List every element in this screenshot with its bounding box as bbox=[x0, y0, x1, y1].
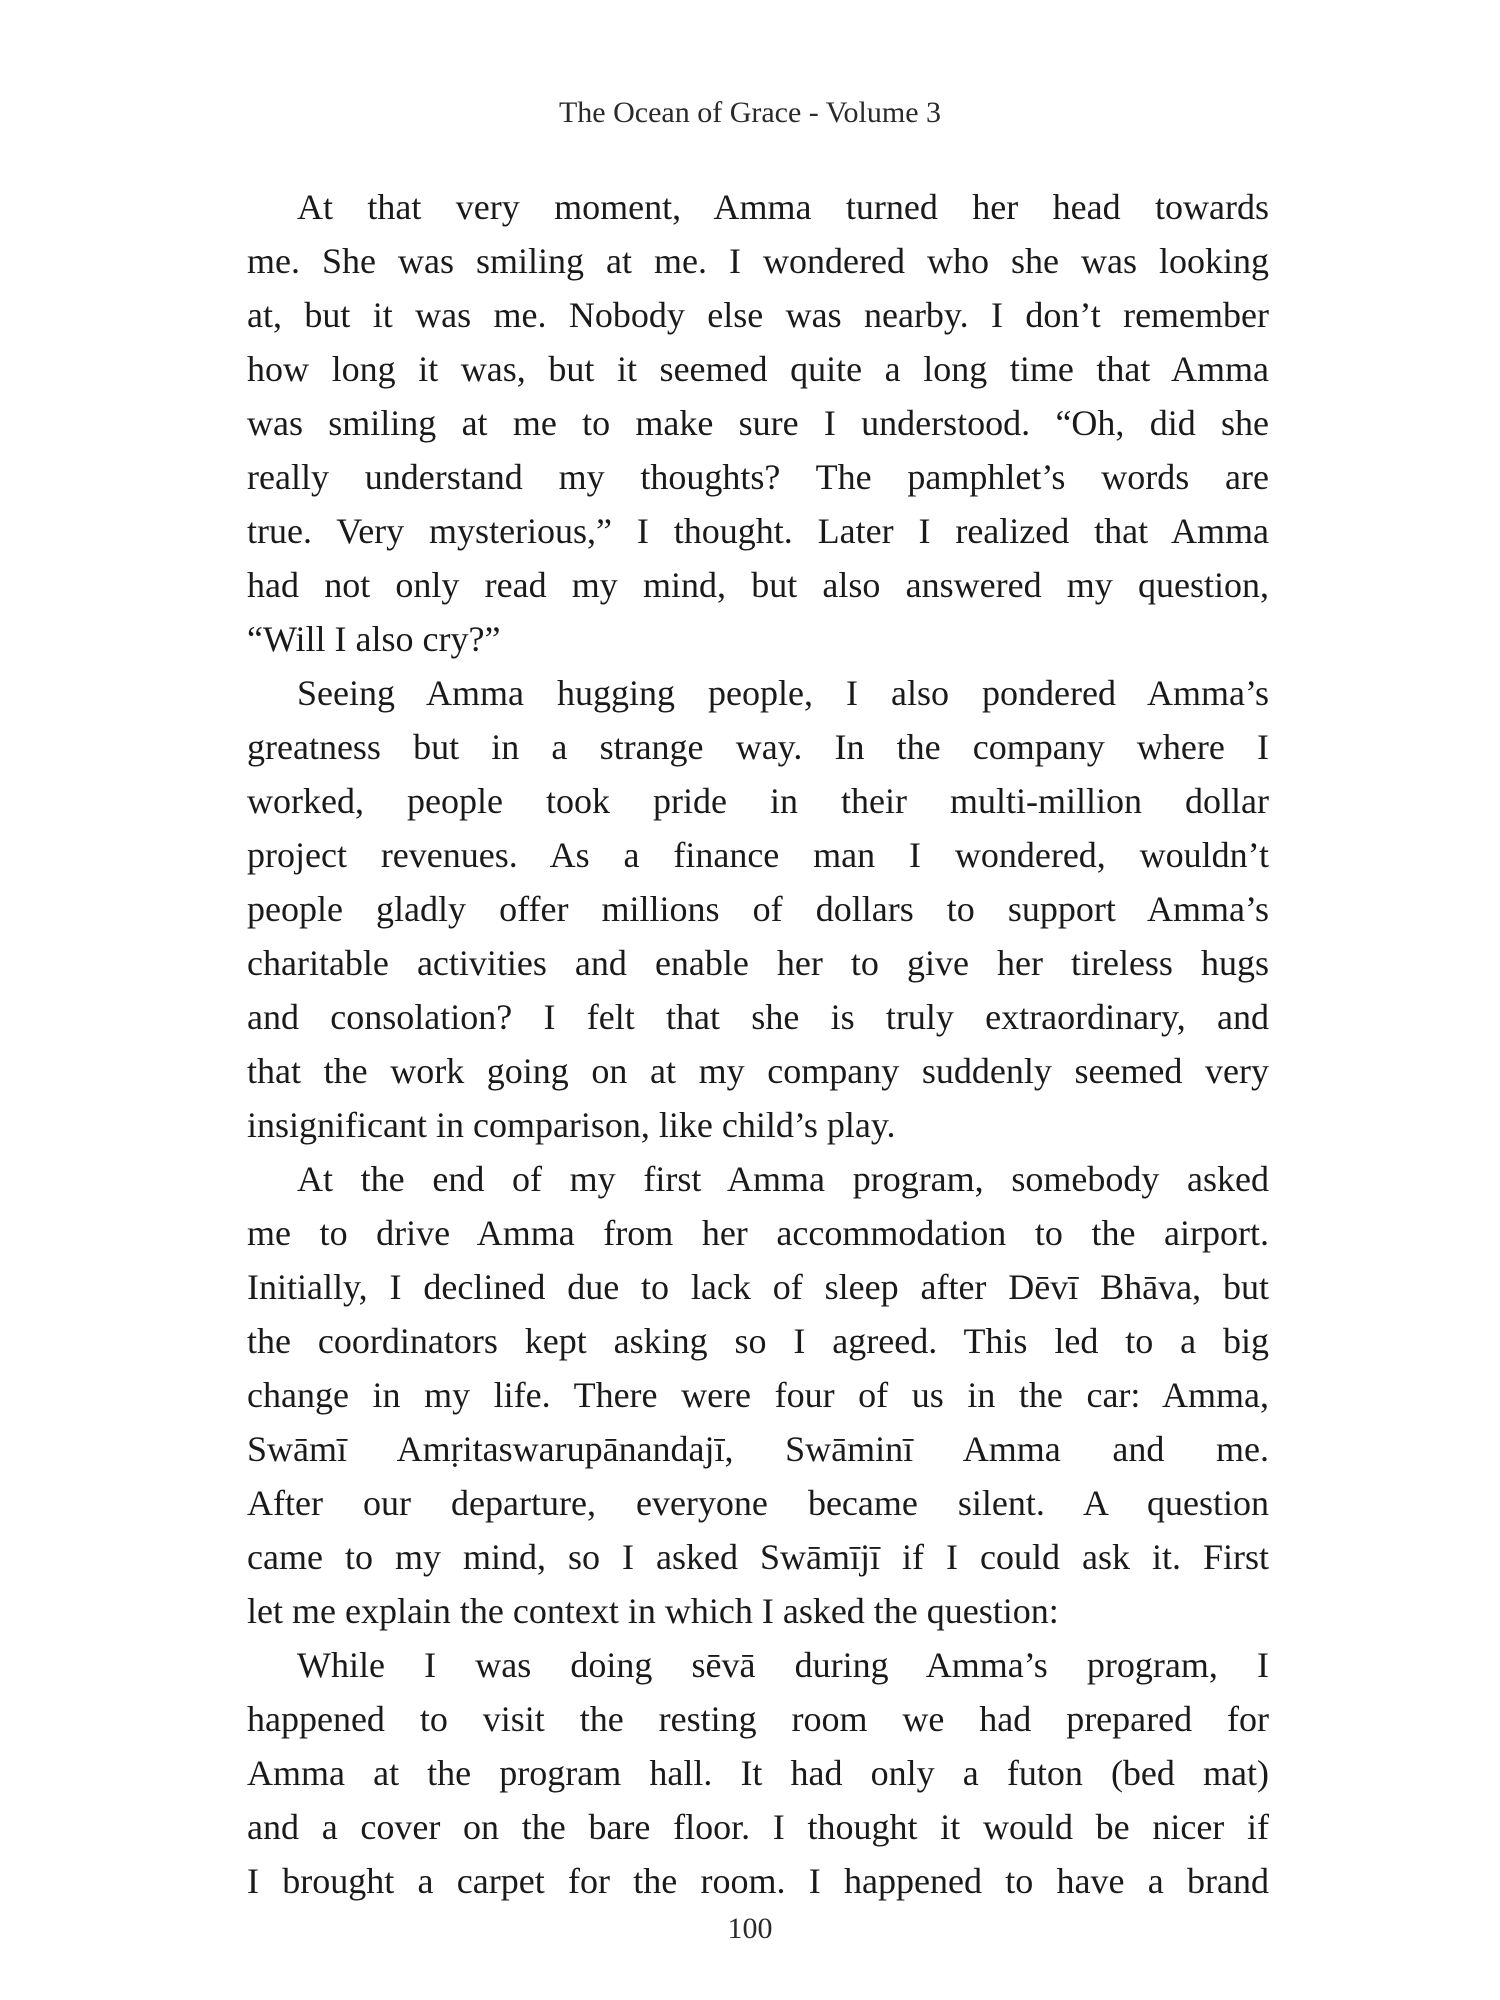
text-line: let me explain the context in which I asked the question: bbox=[247, 1591, 1059, 1631]
text-line: insignificant in comparison, like child’s play. bbox=[247, 1105, 896, 1145]
text-line: true. Very mysterious,” I thought. Later I realized that Amma bbox=[247, 511, 1269, 551]
text-line: Swāmī Amṛitaswarupānandajī, Swāminī Amma and me. bbox=[247, 1429, 1269, 1469]
text-line: that the work going on at my company suddenly seemed very bbox=[247, 1051, 1269, 1091]
text-line: charitable activities and enable her to give her tireless hugs bbox=[247, 943, 1269, 983]
paragraph bbox=[247, 1638, 1269, 1908]
text-line: me to drive Amma from her accommodation to the airport. bbox=[247, 1213, 1269, 1253]
text-line: Seeing Amma hugging people, I also pondered Amma’s bbox=[297, 673, 1269, 713]
text-line: Initially, I declined due to lack of sleep after Dēvī Bhāva, but bbox=[247, 1267, 1269, 1307]
text-line: at, but it was me. Nobody else was nearby. I don’t remember bbox=[247, 295, 1269, 335]
text-line: and a cover on the bare floor. I thought it would be nicer if bbox=[247, 1807, 1269, 1847]
text-line: “Will I also cry?” bbox=[247, 619, 501, 659]
text-line: After our departure, everyone became silent. A question bbox=[247, 1483, 1269, 1523]
text-line: I brought a carpet for the room. I happened to have a brand bbox=[247, 1861, 1269, 1901]
body-text bbox=[247, 180, 1269, 1908]
text-line: really understand my thoughts? The pamphlet’s words are bbox=[247, 457, 1269, 497]
paragraph bbox=[247, 180, 1269, 666]
running-header: The Ocean of Grace - Volume 3 bbox=[558, 96, 942, 129]
text-line: and consolation? I felt that she is truly extraordinary, and bbox=[247, 997, 1269, 1037]
text-line: project revenues. As a finance man I wondered, wouldn’t bbox=[247, 835, 1269, 875]
text-line: how long it was, but it seemed quite a long time that Amma bbox=[247, 349, 1269, 389]
paragraph bbox=[247, 1152, 1269, 1638]
text-line: the coordinators kept asking so I agreed. This led to a big bbox=[247, 1321, 1269, 1361]
text-line: While I was doing sēvā during Amma’s program, I bbox=[297, 1645, 1269, 1685]
text-line: change in my life. There were four of us in the car: Amma, bbox=[247, 1375, 1269, 1415]
page-number: 100 bbox=[727, 1912, 773, 1945]
text-line: had not only read my mind, but also answered my question, bbox=[247, 565, 1269, 605]
paragraph bbox=[247, 666, 1269, 1152]
text-line: At that very moment, Amma turned her head towards bbox=[297, 187, 1269, 227]
text-line: me. She was smiling at me. I wondered who she was looking bbox=[247, 241, 1269, 281]
text-line: greatness but in a strange way. In the company where I bbox=[247, 727, 1269, 767]
text-line: Amma at the program hall. It had only a futon (bed mat) bbox=[247, 1753, 1269, 1793]
text-line: people gladly offer millions of dollars to support Amma’s bbox=[247, 889, 1269, 929]
text-line: At the end of my first Amma program, somebody asked bbox=[297, 1159, 1269, 1199]
text-line: happened to visit the resting room we had prepared for bbox=[247, 1699, 1269, 1739]
text-line: was smiling at me to make sure I understood. “Oh, did she bbox=[247, 403, 1269, 443]
text-line: worked, people took pride in their multi-million dollar bbox=[247, 781, 1269, 821]
text-line: came to my mind, so I asked Swāmījī if I could ask it. First bbox=[247, 1537, 1269, 1577]
